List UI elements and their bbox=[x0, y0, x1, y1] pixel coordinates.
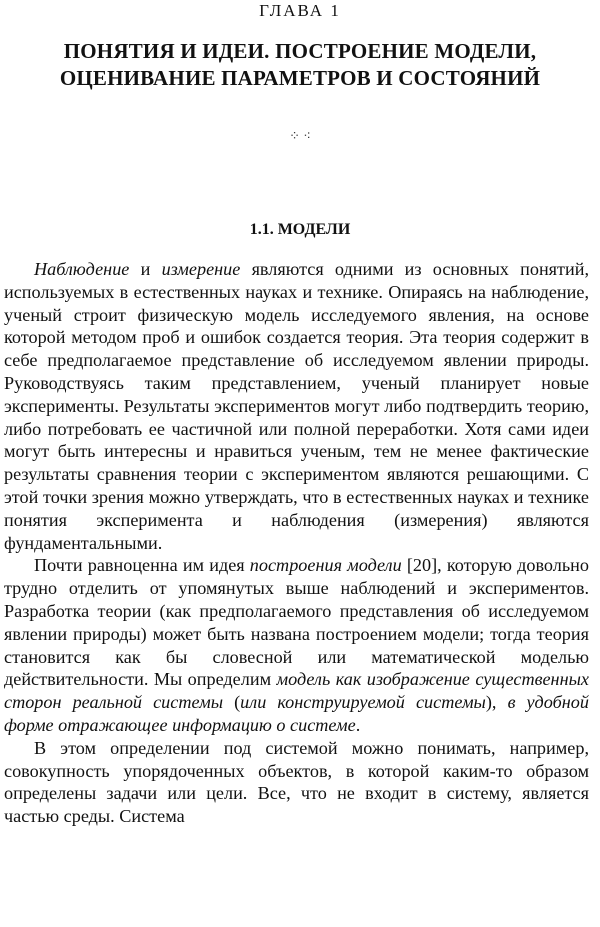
term-model-building: построения модели bbox=[249, 555, 402, 576]
text-run: являются одними из основных понятий, используемых в естественных науках и технике. Опираясь на наблюдение, ученый строит физическую модель исследуемого явления, на основе которой методом проб и ошибок создается теория. Эта теория содержит в себе предполагаемое представление об исследуемом явлении природы. Руководствуясь таким представлением, ученый планирует новые эксперименты. Результаты экспериментов могут либо подтвердить теорию, либо потребовать ее частичной или полной переработки. Хотя сами идеи могут быть интересны и нравиться ученым, тем не менее фактические результаты сравнения теории с экспериментом являются решающими. С этой точки зрения можно утверждать, что в естественных науках и технике понятия эксперимента и наблюдения (измерения) являются фундаментальными. bbox=[4, 259, 589, 553]
text-run: В этом определении под системой можно понимать, например, совокупность упорядоченных объектов, в которой каким-то образом определены задачи или цели. Все, что не входит в систему, является частью среды. Система bbox=[4, 737, 589, 827]
chapter-title bbox=[30, 38, 570, 92]
chapter-title-line-1: ПОНЯТИЯ И ИДЕИ. ПОСТРОЕНИЕ МОДЕЛИ, bbox=[63, 39, 537, 63]
paragraph-1 bbox=[4, 258, 589, 554]
section-heading: 1.1. МОДЕЛИ bbox=[249, 221, 351, 238]
paragraph-3 bbox=[4, 737, 589, 828]
body-text bbox=[4, 258, 589, 828]
model-definition-end: в удобной форме отражающее информацию о системе bbox=[4, 692, 589, 735]
text-run: [20], которую довольно трудно отделить от упомянутых выше наблюдений и экспериментов. Разработка теории (как предполагаемого представления об исследуемом явлении природы) может быть названа построением модели; тогда теория становится как бы словесной или математической моделью действительности. Мы определим bbox=[4, 555, 589, 690]
text-run: и bbox=[129, 259, 162, 279]
text-run: ( bbox=[223, 692, 241, 713]
chapter-title-line-2: ОЦЕНИВАНИЕ ПАРАМЕТРОВ И СОСТОЯНИЙ bbox=[59, 66, 541, 90]
model-definition: модель как изображение существенных сторон реальной системы bbox=[4, 669, 589, 713]
text-run: Почти равноценна им идея bbox=[34, 555, 250, 576]
ornament: ⁘ ⁖ bbox=[289, 128, 311, 143]
paragraph-2 bbox=[4, 554, 589, 736]
model-definition-alt: или конструируемой системы bbox=[240, 692, 486, 713]
text-run: ), bbox=[485, 692, 508, 713]
term-observation: Наблюдение bbox=[34, 259, 130, 279]
text-run: . bbox=[355, 714, 361, 735]
chapter-label: ГЛАВА 1 bbox=[259, 1, 341, 20]
term-measurement: измерение bbox=[161, 259, 241, 279]
